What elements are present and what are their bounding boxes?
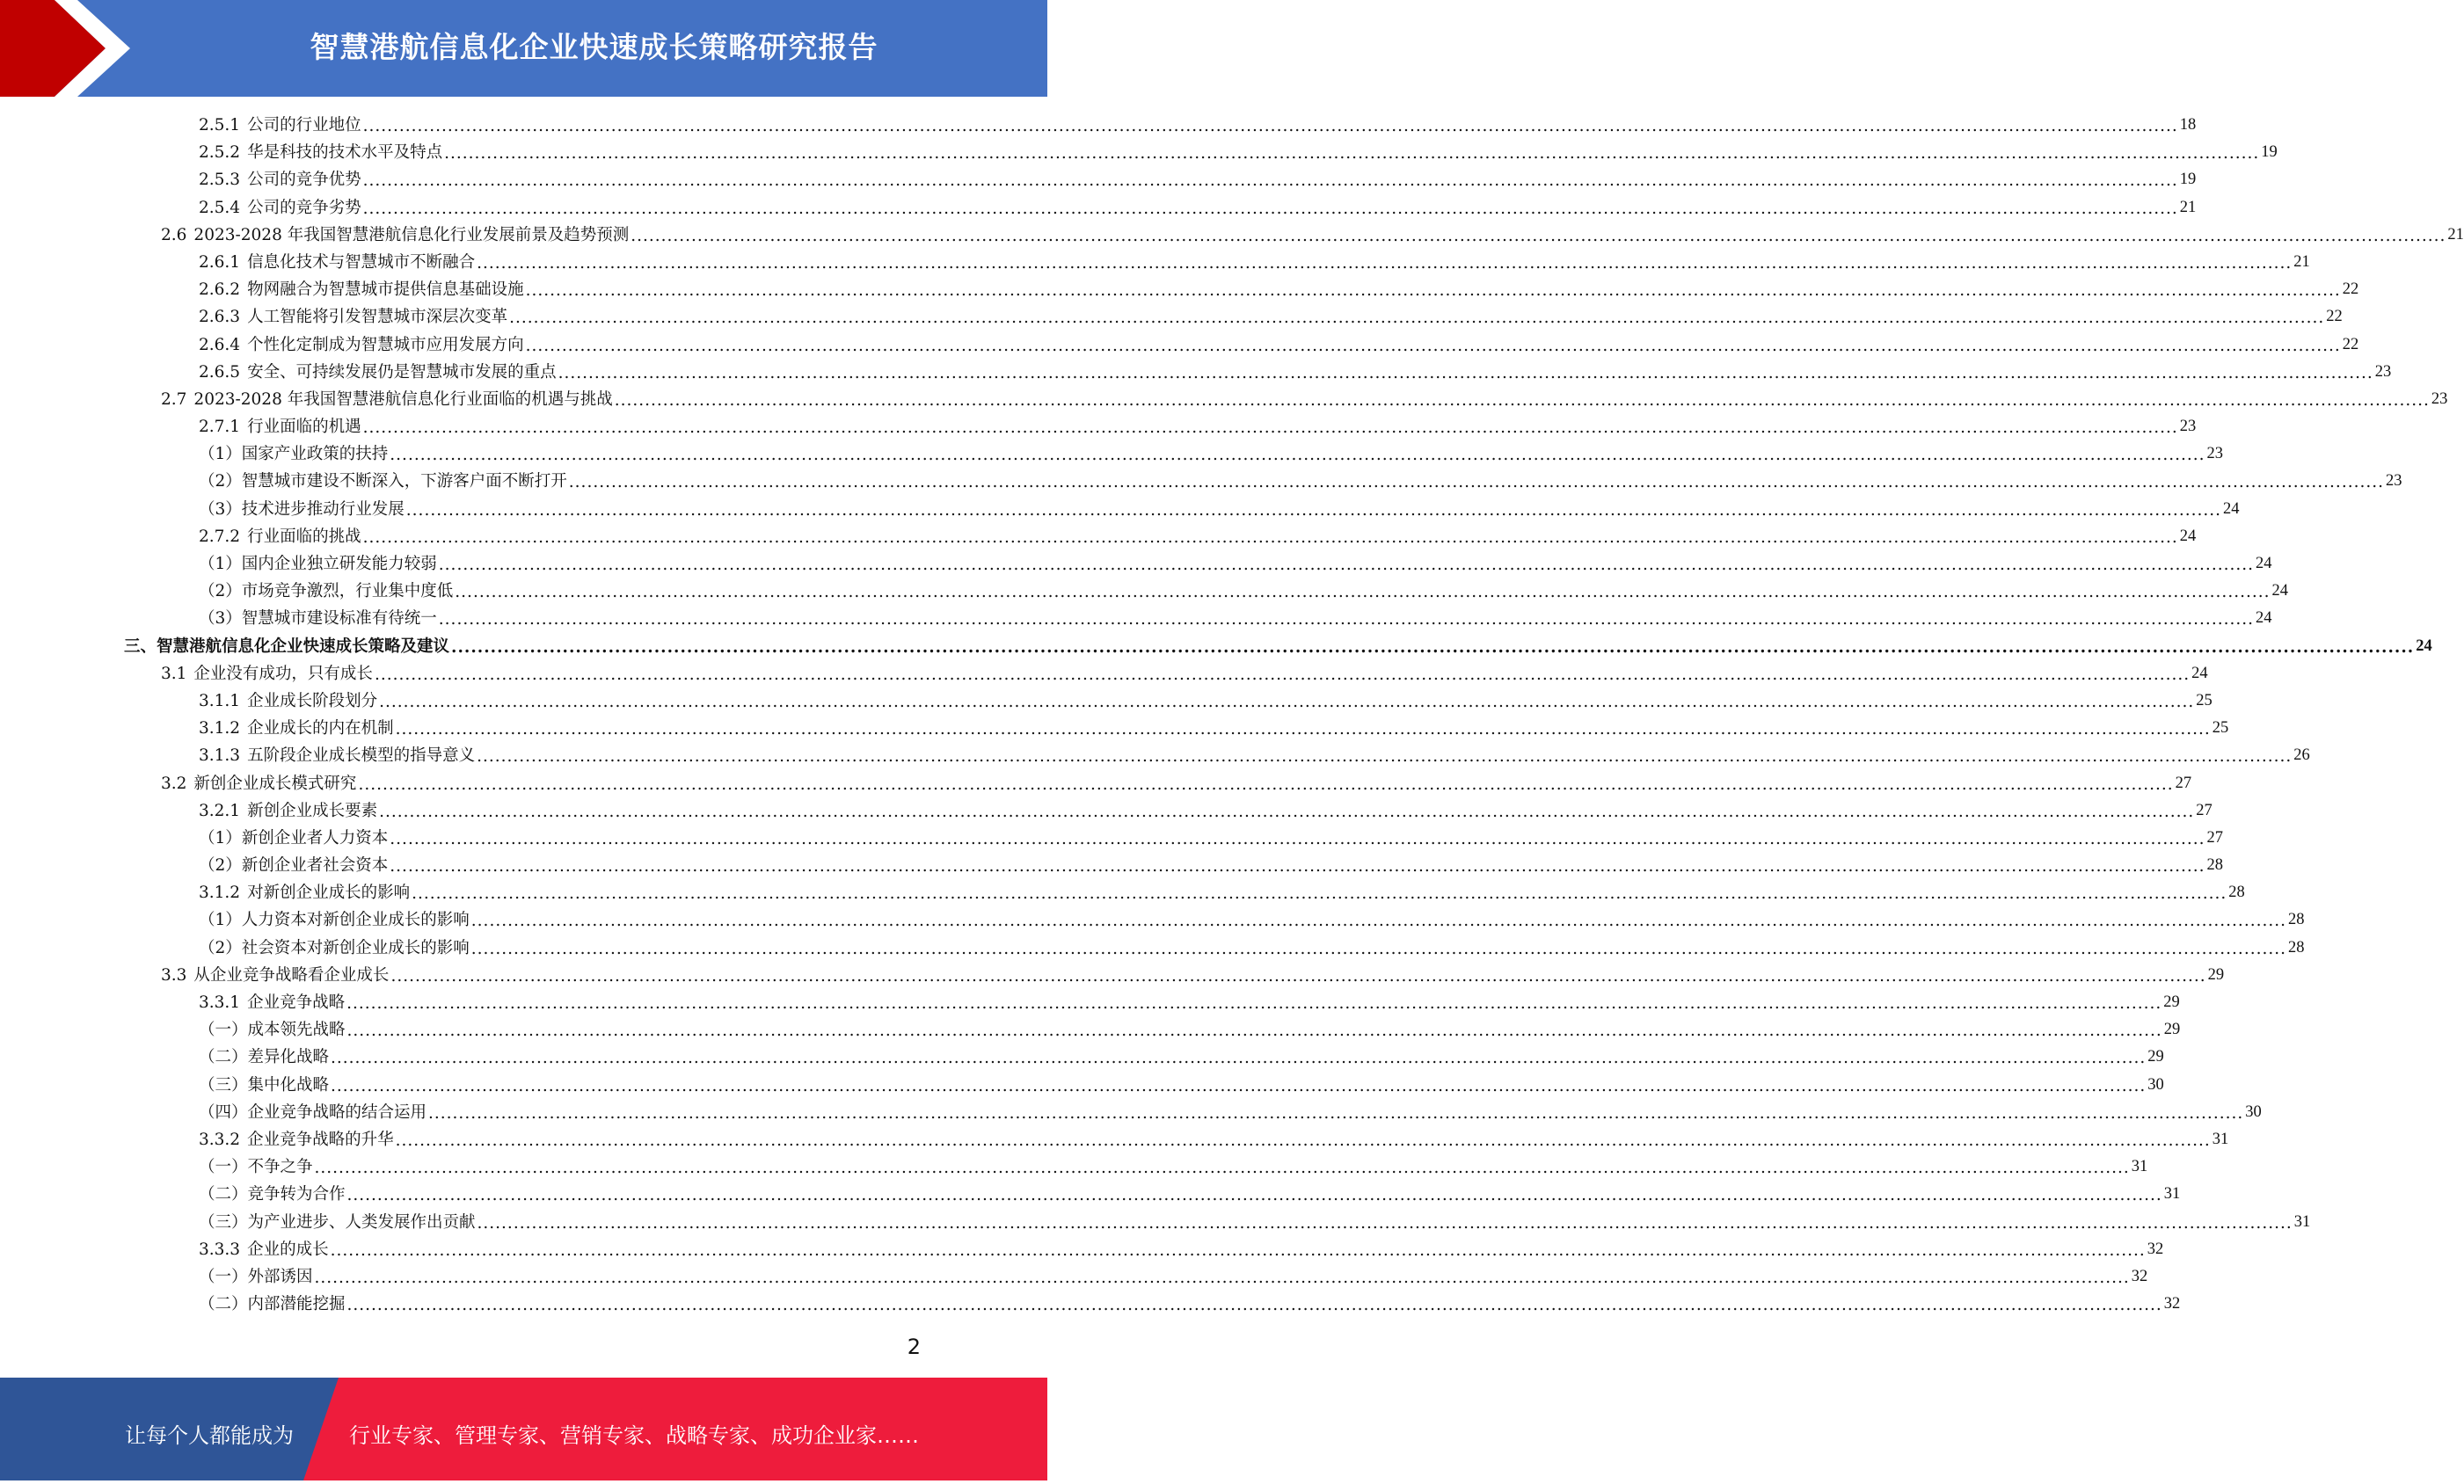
toc-entry-title: 智慧城市建设标准有待统一: [241, 609, 437, 629]
toc-entry-page: 19: [2179, 171, 2197, 189]
toc-entry-number: （2）: [199, 856, 242, 876]
toc-entry[interactable]: [0, 633, 2432, 660]
toc-entry-page: 27: [2175, 774, 2192, 792]
toc-entry-page: 19: [2261, 143, 2278, 162]
toc-entry-number: 3.1.2: [199, 884, 241, 903]
toc-entry[interactable]: [0, 879, 2245, 906]
toc-entry-title: 新创企业成长模式研究: [193, 774, 357, 793]
toc-entry-number: 3.3.2: [199, 1130, 241, 1149]
toc-entry-page: 29: [2207, 965, 2225, 984]
toc-entry-number: （2）: [199, 938, 242, 957]
toc-entry-page: 25: [2212, 719, 2229, 738]
toc-entry-number: 2.5.2: [199, 143, 241, 163]
toc-dot-leader: ............................................................................................................................................................................................................................................................................................................: [525, 336, 2341, 355]
toc-entry[interactable]: [0, 797, 2212, 825]
toc-entry-title: 2023-2028 年我国智慧港航信息化行业面临的机遇与挑战: [193, 389, 613, 409]
toc-entry-number: 3.1.3: [199, 746, 241, 766]
toc-entry-number: 2.6.1: [199, 252, 241, 272]
toc-entry-title: 企业成长的内在机制: [247, 719, 394, 738]
toc-dot-leader: ............................................................................................................................................................................................................................................................................................................: [362, 418, 2178, 438]
toc-entry[interactable]: [0, 935, 2305, 962]
toc-dot-leader: ............................................................................................................................................................................................................................................................................................................: [405, 500, 2221, 520]
toc-entry-title: 从企业竞争战略看企业成长: [193, 965, 390, 985]
toc-entry-page: 27: [2196, 801, 2212, 819]
toc-entry-title: 为产业进步、人类发展作出贡献: [247, 1212, 476, 1232]
toc-dot-leader: ............................................................................................................................................................................................................................................................................................................: [477, 253, 2293, 273]
toc-entry-page: 28: [2206, 856, 2223, 875]
toc-dot-leader: ............................................................................................................................................................................................................................................................................................................: [477, 1213, 2293, 1233]
toc-entry-page: 24: [2179, 527, 2197, 545]
toc-entry-number: （一）: [199, 1267, 248, 1286]
toc-dot-leader: ............................................................................................................................................................................................................................................................................................................: [451, 637, 2415, 657]
toc-entry-title: 集中化战略: [247, 1075, 330, 1095]
toc-entry-title: 行业面临的机遇: [247, 418, 361, 437]
toc-entry[interactable]: [0, 906, 2305, 934]
toc-entry[interactable]: [0, 1126, 2229, 1153]
toc-entry-number: 3.3.1: [199, 993, 241, 1012]
toc-entry-title: 外部诱因: [247, 1267, 313, 1286]
toc-dot-leader: ............................................................................................................................................................................................................................................................................................................: [470, 912, 2286, 931]
toc-entry[interactable]: [0, 359, 2392, 386]
toc-entry[interactable]: [0, 852, 2223, 879]
toc-dot-leader: ............................................................................................................................................................................................................................................................................................................: [525, 281, 2341, 301]
toc-entry-title: 企业竞争战略的结合运用: [247, 1102, 427, 1122]
toc-dot-leader: ............................................................................................................................................................................................................................................................................................................: [331, 1049, 2147, 1068]
toc-entry[interactable]: [0, 1236, 2164, 1263]
toc-entry-number: 2.5.1: [199, 116, 241, 135]
toc-entry[interactable]: [0, 1291, 2181, 1318]
toc-dot-leader: ............................................................................................................................................................................................................................................................................................................: [374, 665, 2191, 684]
toc-entry-title: 2023-2028 年我国智慧港航信息化行业发展前景及趋势预测: [193, 225, 630, 244]
toc-entry[interactable]: [0, 1072, 2164, 1099]
toc-entry-title: 新创企业者社会资本: [241, 856, 389, 876]
toc-entry[interactable]: [0, 1153, 2148, 1181]
toc-entry-page: 25: [2196, 691, 2212, 709]
toc-entry-number: 2.6.4: [199, 335, 241, 354]
toc-dot-leader: ............................................................................................................................................................................................................................................................................................................: [444, 144, 2260, 164]
toc-entry-number: （1）: [199, 911, 242, 930]
toc-dot-leader: ............................................................................................................................................................................................................................................................................................................: [346, 994, 2162, 1013]
toc-dot-leader: ............................................................................................................................................................................................................................................................................................................: [558, 363, 2373, 382]
toc-entry-number: 2.6.3: [199, 308, 241, 327]
toc-entry-page: 18: [2179, 116, 2197, 134]
toc-entry[interactable]: [0, 468, 2402, 495]
toc-entry[interactable]: [0, 1263, 2148, 1291]
toc-entry-number: （二）: [199, 1048, 248, 1067]
toc-entry[interactable]: [0, 413, 2197, 440]
toc-entry-page: 24: [2191, 664, 2208, 682]
toc-entry[interactable]: [0, 1181, 2181, 1208]
toc-entry[interactable]: [0, 742, 2310, 769]
toc-entry-number: （3）: [199, 499, 242, 519]
toc-entry[interactable]: [0, 605, 2272, 632]
toc-entry-number: 2.7.1: [199, 418, 241, 437]
toc-entry-number: 3.1.2: [199, 719, 241, 738]
toc-entry-number: 3.3.3: [199, 1240, 241, 1259]
toc-entry-title: 企业没有成功，只有成长: [193, 664, 373, 683]
toc-entry-page: 22: [2342, 280, 2359, 299]
toc-dot-leader: ............................................................................................................................................................................................................................................................................................................: [379, 692, 2195, 711]
page-header: [0, 0, 1047, 97]
toc-entry-title: 公司的行业地位: [247, 116, 361, 135]
toc-entry-page: 26: [2293, 746, 2310, 765]
footer-slogan-right: 行业专家、管理专家、营销专家、战略专家、成功企业家……: [349, 1423, 919, 1448]
toc-entry[interactable]: [0, 496, 2240, 523]
toc-entry-page: 29: [2147, 1048, 2164, 1066]
toc-dot-leader: ............................................................................................................................................................................................................................................................................................................: [346, 1022, 2162, 1041]
toc-dot-leader: ............................................................................................................................................................................................................................................................................................................: [362, 117, 2178, 135]
toc-entry-page: 28: [2287, 938, 2305, 957]
toc-entry[interactable]: [0, 578, 2288, 605]
toc-entry-page: 21: [2447, 225, 2464, 244]
toc-entry-title: 智慧城市建设不断深入，下游客户面不断打开: [241, 472, 567, 491]
toc-entry-title: 人力资本对新创企业成长的影响: [241, 911, 470, 930]
toc-dot-leader: ............................................................................................................................................................................................................................................................................................................: [330, 1240, 2146, 1260]
toc-entry[interactable]: [0, 660, 2208, 687]
toc-dot-leader: ............................................................................................................................................................................................................................................................................................................: [477, 747, 2293, 767]
toc-entry-number: （2）: [199, 472, 242, 491]
toc-entry-number: （1）: [199, 445, 242, 464]
toc-entry-page: 24: [2416, 637, 2432, 655]
page-number: 2: [907, 1335, 921, 1359]
toc-entry-title: 公司的竞争劣势: [247, 198, 361, 217]
toc-entry-title: 新创企业成长要素: [247, 801, 378, 820]
toc-entry-title: 国家产业政策的扶持: [241, 445, 389, 464]
toc-dot-leader: ............................................................................................................................................................................................................................................................................................................: [568, 473, 2384, 492]
toc-entry-title: 成本领先战略: [247, 1021, 346, 1040]
toc-entry-title: 安全、可持续发展仍是智慧城市发展的重点: [247, 362, 557, 382]
toc-entry-title: 对新创企业成长的影响: [247, 884, 411, 903]
document-title: 智慧港航信息化企业快速成长策略研究报告: [310, 30, 878, 64]
toc-entry-title: 公司的竞争优势: [247, 171, 361, 190]
toc-dot-leader: ............................................................................................................................................................................................................................................................................................................: [314, 1268, 2130, 1287]
toc-entry-title: 行业面临的挑战: [247, 527, 361, 546]
table-of-contents: [0, 112, 2464, 1318]
toc-entry[interactable]: [0, 166, 2197, 193]
toc-entry-page: 32: [2147, 1240, 2164, 1258]
toc-entry-number: 3.1: [161, 664, 187, 683]
toc-entry-number: 2.7: [161, 389, 187, 409]
toc-entry-number: （四）: [199, 1102, 248, 1122]
toc-entry[interactable]: [0, 687, 2212, 715]
toc-entry[interactable]: [0, 386, 2448, 413]
toc-entry[interactable]: [0, 303, 2343, 331]
toc-dot-leader: ............................................................................................................................................................................................................................................................................................................: [509, 309, 2325, 328]
toc-dot-leader: ............................................................................................................................................................................................................................................................................................................: [362, 199, 2178, 218]
toc-entry[interactable]: [0, 1016, 2181, 1044]
toc-entry-number: （二）: [199, 1295, 248, 1314]
toc-dot-leader: ............................................................................................................................................................................................................................................................................................................: [412, 884, 2227, 904]
toc-entry-number: 3.2.1: [199, 801, 241, 820]
toc-dot-leader: ............................................................................................................................................................................................................................................................................................................: [390, 857, 2205, 877]
toc-entry-number: （2）: [199, 582, 242, 601]
toc-entry-title: 国内企业独立研发能力较弱: [241, 555, 437, 573]
toc-entry-page: 24: [2255, 609, 2272, 628]
toc-entry[interactable]: [0, 276, 2359, 303]
toc-entry-number: （二）: [199, 1185, 248, 1204]
toc-entry-page: 21: [2179, 198, 2197, 216]
toc-entry-page: 24: [2222, 499, 2240, 518]
toc-entry-title: 信息化技术与智慧城市不断融合: [247, 252, 476, 272]
toc-entry[interactable]: [0, 1099, 2262, 1126]
toc-entry-number: 2.7.2: [199, 527, 241, 546]
toc-entry-page: 23: [2385, 472, 2402, 491]
toc-entry[interactable]: [0, 112, 2197, 139]
toc-dot-leader: ............................................................................................................................................................................................................................................................................................................: [362, 527, 2178, 547]
toc-dot-leader: ............................................................................................................................................................................................................................................................................................................: [428, 1103, 2244, 1123]
toc-entry[interactable]: [0, 1044, 2164, 1071]
toc-entry[interactable]: [0, 1209, 2311, 1236]
toc-entry-number: （3）: [199, 609, 242, 629]
toc-entry[interactable]: [0, 550, 2272, 578]
toc-entry-title: 五阶段企业成长模型的指导意义: [247, 746, 476, 766]
toc-entry-number: 2.6.5: [199, 362, 241, 382]
toc-entry[interactable]: [0, 825, 2223, 852]
toc-entry-number: 2.6.2: [199, 280, 241, 300]
toc-entry-page: 31: [2163, 1185, 2181, 1204]
toc-entry-title: 市场竞争激烈，行业集中度低: [241, 582, 454, 601]
toc-entry-number: 3.3: [161, 965, 187, 985]
toc-entry-page: 24: [2255, 555, 2272, 572]
toc-entry-page: 23: [2374, 362, 2392, 381]
toc-dot-leader: ............................................................................................................................................................................................................................................................................................................: [438, 556, 2254, 574]
toc-entry[interactable]: [0, 715, 2229, 742]
toc-entry-number: （一）: [199, 1021, 248, 1040]
toc-entry-page: 29: [2163, 1021, 2181, 1039]
toc-entry-title: 企业的成长: [247, 1240, 329, 1259]
toc-dot-leader: ............................................................................................................................................................................................................................................................................................................: [379, 802, 2195, 821]
toc-entry[interactable]: [0, 139, 2278, 166]
toc-entry-title: 差异化战略: [247, 1048, 330, 1067]
toc-dot-leader: ............................................................................................................................................................................................................................................................................................................: [470, 939, 2286, 958]
toc-entry-title: 技术进步推动行业发展: [241, 499, 405, 519]
toc-entry-number: （三）: [199, 1212, 248, 1232]
toc-entry[interactable]: [0, 331, 2359, 359]
toc-entry-title: 竞争转为合作: [247, 1185, 346, 1204]
toc-entry-number: （三）: [199, 1075, 248, 1095]
toc-entry-page: 31: [2293, 1212, 2311, 1231]
toc-entry-page: 28: [2228, 884, 2245, 902]
toc-entry[interactable]: [0, 194, 2197, 222]
toc-entry-page: 31: [2212, 1130, 2229, 1148]
toc-entry-number: 3.1.1: [199, 691, 241, 710]
toc-entry-title: 物网融合为智慧城市提供信息基础设施: [247, 280, 524, 300]
toc-dot-leader: ............................................................................................................................................................................................................................................................................................................: [346, 1186, 2162, 1205]
toc-entry-title: 社会资本对新创企业成长的影响: [241, 938, 470, 957]
toc-dot-leader: ............................................................................................................................................................................................................................................................................................................: [331, 1076, 2147, 1095]
toc-entry-title: 不争之争: [247, 1158, 313, 1177]
toc-entry[interactable]: [0, 440, 2223, 468]
toc-entry-page: 29: [2163, 993, 2180, 1011]
toc-dot-leader: ............................................................................................................................................................................................................................................................................................................: [358, 775, 2174, 794]
toc-entry-page: 23: [2179, 418, 2197, 436]
toc-dot-leader: ............................................................................................................................................................................................................................................................................................................: [438, 610, 2254, 629]
toc-entry[interactable]: [0, 222, 2464, 249]
toc-entry-page: 32: [2131, 1267, 2148, 1285]
toc-entry-page: 22: [2342, 335, 2359, 353]
toc-entry-title: 企业竞争战略的升华: [247, 1130, 394, 1149]
toc-entry-number: （一）: [199, 1158, 248, 1177]
toc-dot-leader: ............................................................................................................................................................................................................................................................................................................: [614, 390, 2430, 410]
footer-slogan-left: 让每个人都能成为: [125, 1423, 294, 1448]
toc-entry-title: 企业成长阶段划分: [247, 691, 378, 710]
toc-entry[interactable]: [0, 770, 2192, 797]
toc-dot-leader: ............................................................................................................................................................................................................................................................................................................: [314, 1159, 2130, 1178]
toc-dot-leader: ............................................................................................................................................................................................................................................................................................................: [362, 171, 2178, 191]
toc-entry-page: 27: [2206, 828, 2223, 847]
toc-entry[interactable]: [0, 989, 2180, 1016]
toc-dot-leader: ............................................................................................................................................................................................................................................................................................................: [390, 966, 2206, 986]
toc-entry-page: 23: [2431, 389, 2448, 408]
toc-entry-number: 2.5.4: [199, 198, 241, 217]
toc-entry-title: 内部潜能挖掘: [247, 1295, 346, 1314]
toc-entry-title: 企业竞争战略: [247, 993, 346, 1012]
toc-entry-number: 三、: [124, 637, 157, 656]
toc-entry-page: 32: [2163, 1295, 2181, 1313]
toc-entry-number: 3.2: [161, 774, 187, 793]
toc-dot-leader: ............................................................................................................................................................................................................................................................................................................: [631, 226, 2446, 245]
toc-entry-page: 30: [2245, 1102, 2262, 1121]
toc-entry-number: （1）: [199, 555, 242, 573]
toc-dot-leader: ............................................................................................................................................................................................................................................................................................................: [390, 446, 2205, 465]
toc-entry-page: 22: [2326, 308, 2343, 326]
toc-entry-title: 个性化定制成为智慧城市应用发展方向: [247, 335, 524, 354]
toc-entry[interactable]: [0, 523, 2197, 550]
toc-entry-number: （1）: [199, 828, 242, 847]
toc-entry-title: 智慧港航信息化企业快速成长策略及建议: [157, 637, 450, 656]
toc-entry-page: 30: [2147, 1075, 2164, 1094]
toc-entry-title: 人工智能将引发智慧城市深层次变革: [247, 308, 508, 327]
toc-dot-leader: ............................................................................................................................................................................................................................................................................................................: [390, 829, 2205, 848]
toc-entry-page: 21: [2293, 252, 2310, 271]
toc-dot-leader: ............................................................................................................................................................................................................................................................................................................: [346, 1296, 2162, 1315]
toc-entry-number: 2.5.3: [199, 171, 241, 190]
toc-entry-page: 24: [2271, 582, 2288, 600]
toc-entry[interactable]: [0, 249, 2310, 276]
toc-entry[interactable]: [0, 962, 2225, 989]
toc-dot-leader: ............................................................................................................................................................................................................................................................................................................: [455, 583, 2271, 602]
toc-entry-title: 新创企业者人力资本: [241, 828, 389, 847]
toc-entry-page: 28: [2287, 911, 2305, 929]
toc-dot-leader: ............................................................................................................................................................................................................................................................................................................: [395, 720, 2211, 739]
toc-entry-page: 31: [2131, 1158, 2148, 1176]
toc-dot-leader: ............................................................................................................................................................................................................................................................................................................: [395, 1131, 2211, 1150]
toc-entry-page: 23: [2206, 445, 2223, 463]
toc-entry-number: 2.6: [161, 225, 187, 244]
toc-entry-title: 华是科技的技术水平及特点: [247, 143, 443, 163]
